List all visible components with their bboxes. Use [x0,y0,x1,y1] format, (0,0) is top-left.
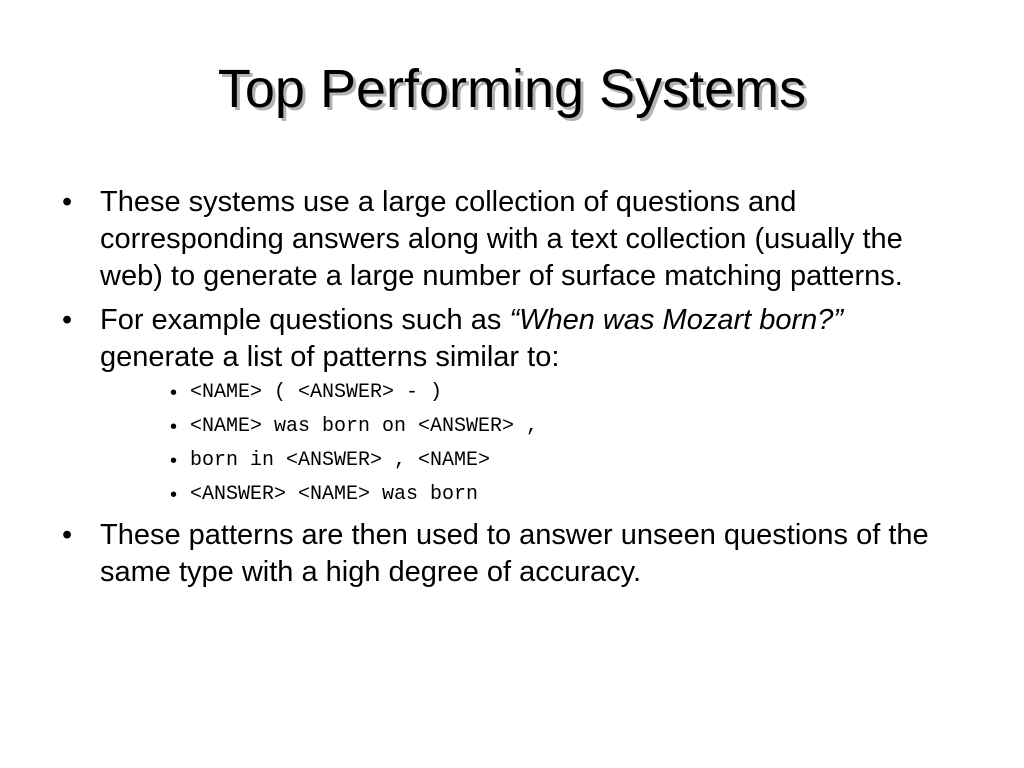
bullet-item-example [60,302,960,507]
bullet-text-after: generate a list of patterns similar to: [100,341,560,373]
pattern-text: <NAME> was born on <ANSWER> , [190,415,539,438]
sub-bullet-icon: • [170,450,178,472]
pattern-list [100,381,960,507]
bullet-text: These systems use a large collection of questions and corresponding answers along with a text collection (usually the web) to generate a large number of surface matching patterns. [100,186,903,292]
bullet-icon: • [62,304,73,336]
bullet-item-systems [60,184,960,295]
pattern-text: born in <ANSWER> , <NAME> [190,449,491,472]
pattern-item [170,415,960,439]
pattern-item [170,483,960,507]
bullet-icon: • [62,186,73,218]
bullet-text: These patterns are then used to answer unseen questions of the same type with a high degree of accuracy. [100,519,929,588]
pattern-item [170,381,960,405]
pattern-item [170,449,960,473]
slide-title: Top Performing Systems [217,59,807,119]
bullet-item-patterns [60,517,960,591]
sub-bullet-icon: • [170,484,178,506]
pattern-text: <ANSWER> <NAME> was born [190,483,479,506]
bullet-text-italic-question: “When was Mozart born?” [509,304,844,336]
pattern-text: <NAME> ( <ANSWER> - ) [190,381,443,404]
bullet-list [60,184,960,598]
bullet-icon: • [62,519,73,551]
sub-bullet-icon: • [170,416,178,438]
bullet-text-before: For example questions such as [100,304,510,336]
sub-bullet-icon: • [170,382,178,404]
